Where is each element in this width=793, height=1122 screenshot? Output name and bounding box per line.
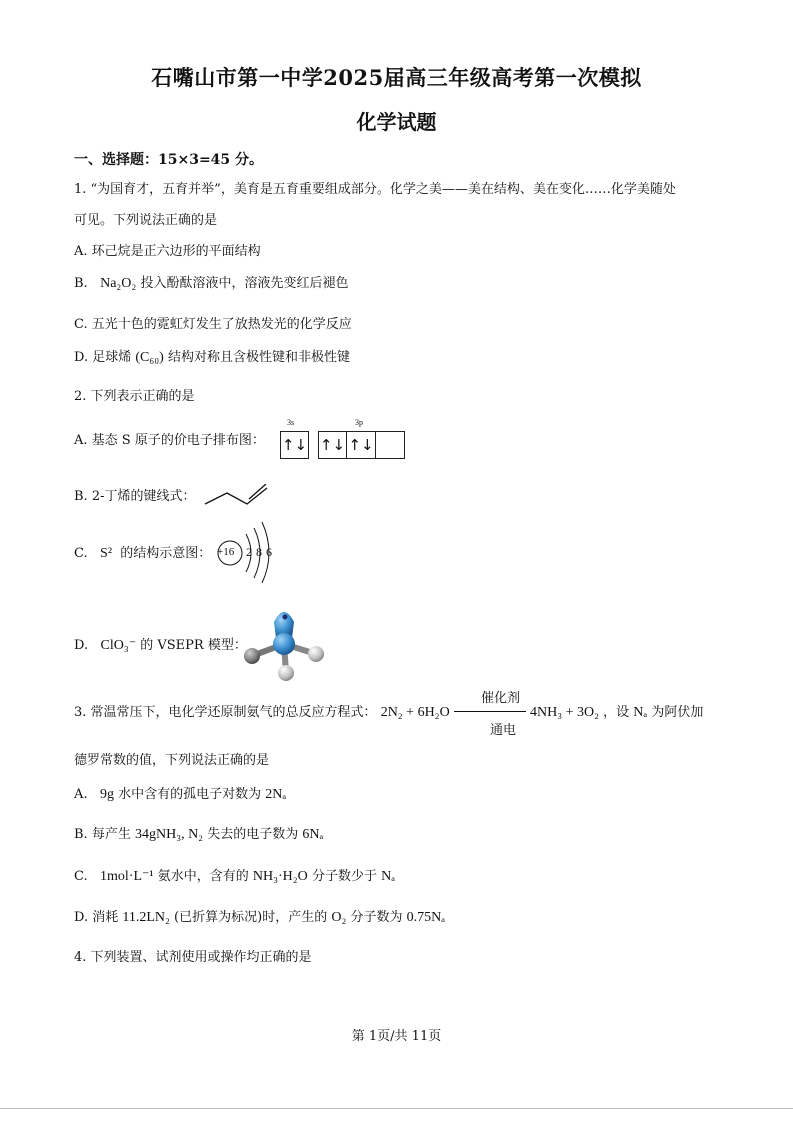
q3-stem-line2: 德罗常数的值，下列说法正确的是 <box>74 753 270 768</box>
label-3p: 3p <box>355 418 363 427</box>
reaction-condition-catalyst: 催化剂 <box>481 691 521 706</box>
formula: Na₂O₂ <box>100 276 137 291</box>
page-subtitle: 化学试题 <box>356 110 437 134</box>
q3-stem-text: ，设 <box>603 705 630 720</box>
formula: Nₐ <box>381 869 396 884</box>
q3-option-a <box>74 786 286 804</box>
q1-option-c: C. 五光十色的霓虹灯发生了放热发光的化学反应 <box>74 317 352 332</box>
bottom-divider <box>0 1108 793 1109</box>
q3-stem-text: 为阿伏加 <box>651 705 704 720</box>
orbital-box <box>376 431 405 459</box>
option-text: 的结构示意图： <box>120 546 212 561</box>
butene-skeletal-formula <box>203 484 271 508</box>
option-text: 的 VSEPR 模型： <box>140 638 247 653</box>
q2-option-c <box>74 545 211 563</box>
option-letter: A. <box>74 787 88 802</box>
formula: (C₆₀) <box>135 350 164 365</box>
formula: Nₐ <box>633 705 648 720</box>
option-letter: C. <box>74 546 88 561</box>
q3-stem-text: 3. 常温常压下，电化学还原制氨气的总反应方程式： <box>74 705 377 720</box>
q3-option-c <box>74 868 395 886</box>
q1-stem-line2: 可见。下列说法正确的是 <box>74 213 218 228</box>
q3-option-d <box>74 909 445 927</box>
formula: 2Nₐ <box>265 787 287 802</box>
formula: 1mol·L⁻¹ <box>100 869 154 884</box>
option-text: 水中含有的孤电子对数为 <box>118 787 262 802</box>
orbital-box: ↑↓ <box>347 431 376 459</box>
label-3s: 3s <box>287 418 295 427</box>
formula: NH₃·H₂O <box>252 869 308 884</box>
q2-option-d <box>74 637 247 655</box>
q3-stem-line1 <box>74 704 703 722</box>
q2-option-b: B. 2-丁烯的键线式： <box>74 489 196 504</box>
option-text: 分子数少于 <box>311 869 377 884</box>
option-letter: D. 足球烯 <box>74 350 132 365</box>
option-text: 结构对称且含极性键和非极性键 <box>167 350 350 365</box>
option-letter: D. <box>74 638 89 653</box>
q1-option-b <box>74 275 348 293</box>
option-text: 投入酚酞溶液中，溶液先变红后褪色 <box>140 276 349 291</box>
q1-option-a: A. 环己烷是正六边形的平面结构 <box>74 244 261 259</box>
orbital-box: ↑↓ <box>318 431 347 459</box>
option-text: 氨水中，含有的 <box>157 869 249 884</box>
equation-products: 4NH₃ + 3O₂ <box>529 705 599 720</box>
reaction-condition-electricity: 通电 <box>490 723 517 738</box>
option-letter: C. <box>74 869 88 884</box>
page-footer: 第 1页/共 11页 <box>351 1029 442 1044</box>
section-heading: 一、选择题：15×3=45 分。 <box>74 152 264 168</box>
formula: O₂ <box>331 910 347 925</box>
orbital-3s <box>280 431 309 459</box>
formula: 11.2LN₂ <box>122 910 170 925</box>
orbital-3p <box>318 431 405 459</box>
q2-option-a: A. 基态 S 原子的价电子排布图： <box>74 433 265 448</box>
option-letter: B. <box>74 276 88 291</box>
formula: 34gNH₃, N₂ <box>134 827 204 842</box>
q2-stem: 2. 下列表示正确的是 <box>74 389 195 404</box>
option-text: 失去的电子数为 <box>207 827 299 842</box>
option-text: 分子数为 <box>350 910 403 925</box>
electron-shells-label: 2 8 6 <box>246 545 272 559</box>
q4-stem: 4. 下列装置、试剂使用或操作均正确的是 <box>74 950 312 965</box>
formula: 0.75Nₐ <box>406 910 446 925</box>
formula: 6Nₐ <box>302 827 324 842</box>
formula: S² <box>100 546 113 561</box>
equation-arrow <box>454 711 526 712</box>
orbital-box: ↑↓ <box>280 431 309 459</box>
page-title: 石嘴山市第一中学2025届高三年级高考第一次模拟 <box>151 65 642 90</box>
option-text: (已折算为标况)时，产生的 <box>174 910 328 925</box>
nucleus-label: +16 <box>217 546 235 558</box>
vsepr-model-image <box>238 604 330 684</box>
formula: 9g <box>99 787 114 802</box>
q3-option-b <box>74 826 323 844</box>
option-text: D. 消耗 <box>74 910 119 925</box>
option-text: B. 每产生 <box>74 827 131 842</box>
formula: ClO₃⁻ <box>100 638 137 653</box>
equation-reactants: 2N₂ + 6H₂O <box>380 705 450 720</box>
q1-option-d <box>74 349 350 367</box>
q1-stem-line1: 1. “为国育才，五育并举”，美育是五育重要组成部分。化学之美——美在结构、美在变化……化学美随处 <box>74 182 676 197</box>
